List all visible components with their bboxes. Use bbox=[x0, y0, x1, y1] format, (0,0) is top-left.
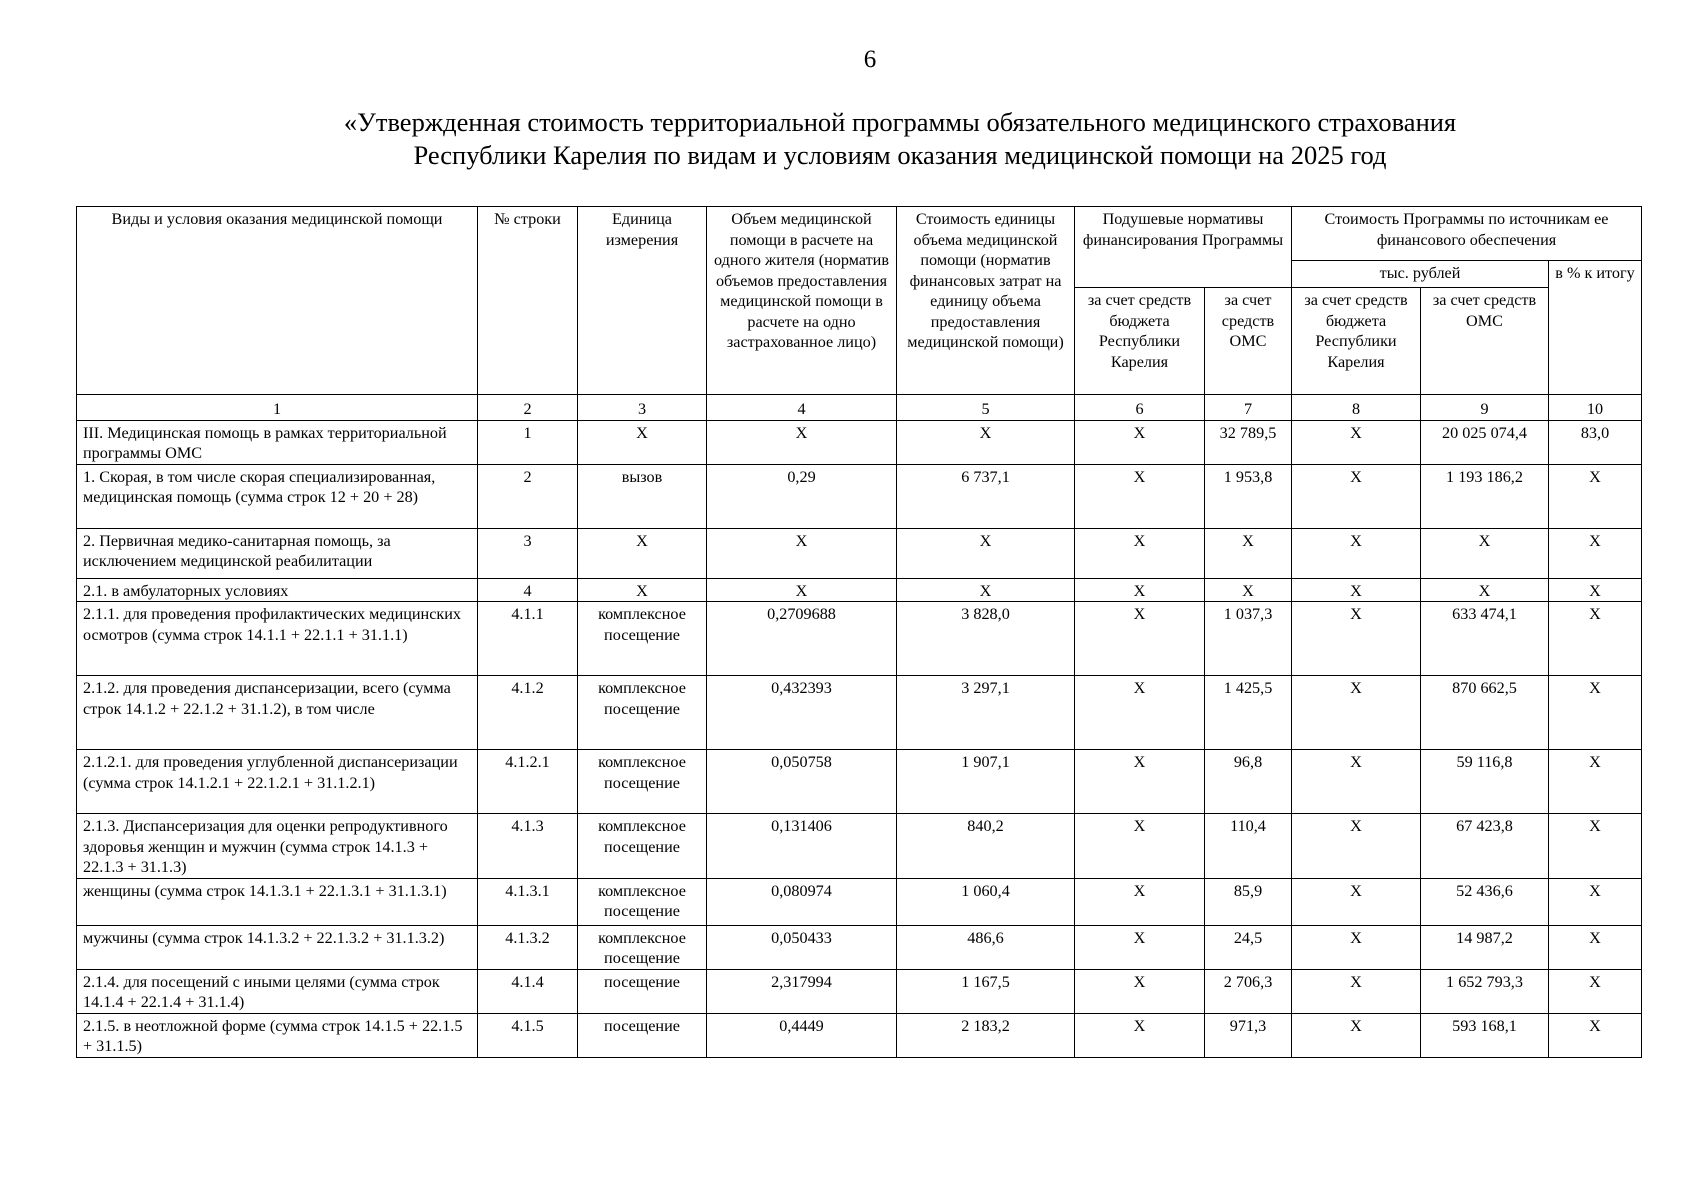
row-unit-cost: X bbox=[897, 420, 1075, 464]
row-cost-oms: 1 652 793,3 bbox=[1421, 969, 1549, 1013]
header-cost-group: Стоимость Программы по источникам ее финансового обеспечения bbox=[1292, 207, 1642, 261]
row-per-capita-oms: 2 706,3 bbox=[1205, 969, 1292, 1013]
row-per-capita-oms: 24,5 bbox=[1205, 925, 1292, 969]
table-row bbox=[77, 1013, 1642, 1057]
column-number: 9 bbox=[1421, 395, 1549, 421]
column-number: 3 bbox=[578, 395, 707, 421]
row-volume: X bbox=[707, 528, 897, 578]
row-cost-budget: X bbox=[1292, 578, 1421, 602]
row-cost-budget: X bbox=[1292, 925, 1421, 969]
header-percent-total: в % к итогу bbox=[1549, 261, 1642, 395]
row-cost-oms: 870 662,5 bbox=[1421, 676, 1549, 750]
table-row bbox=[77, 969, 1642, 1013]
row-unit: комплексное посещение bbox=[578, 750, 707, 814]
row-volume: X bbox=[707, 578, 897, 602]
row-line-number: 1 bbox=[478, 420, 578, 464]
row-cost-budget: X bbox=[1292, 420, 1421, 464]
column-number-row bbox=[77, 395, 1642, 421]
table-row bbox=[77, 464, 1642, 528]
row-per-capita-oms: 110,4 bbox=[1205, 814, 1292, 879]
table-body bbox=[77, 420, 1642, 1057]
column-number: 1 bbox=[77, 395, 478, 421]
row-volume: 0,131406 bbox=[707, 814, 897, 879]
row-cost-budget: X bbox=[1292, 878, 1421, 925]
row-cost-budget: X bbox=[1292, 528, 1421, 578]
row-unit-cost: 3 828,0 bbox=[897, 602, 1075, 676]
row-volume: 0,2709688 bbox=[707, 602, 897, 676]
row-percent: X bbox=[1549, 676, 1642, 750]
row-unit: посещение bbox=[578, 1013, 707, 1057]
row-per-capita-budget: X bbox=[1075, 464, 1205, 528]
row-per-capita-budget: X bbox=[1075, 925, 1205, 969]
row-name: 2.1. в амбулаторных условиях bbox=[77, 578, 478, 602]
row-line-number: 4.1.2.1 bbox=[478, 750, 578, 814]
row-line-number: 4.1.1 bbox=[478, 602, 578, 676]
row-unit: комплексное посещение bbox=[578, 602, 707, 676]
column-number: 8 bbox=[1292, 395, 1421, 421]
row-per-capita-oms: X bbox=[1205, 578, 1292, 602]
header-cost-oms: за счет средств ОМС bbox=[1421, 288, 1549, 395]
row-cost-oms: 593 168,1 bbox=[1421, 1013, 1549, 1057]
header-unit: Единица измерения bbox=[578, 207, 707, 395]
row-cost-oms: 59 116,8 bbox=[1421, 750, 1549, 814]
row-line-number: 4.1.5 bbox=[478, 1013, 578, 1057]
row-unit: комплексное посещение bbox=[578, 925, 707, 969]
row-per-capita-oms: 1 425,5 bbox=[1205, 676, 1292, 750]
row-per-capita-budget: X bbox=[1075, 528, 1205, 578]
title-line-1: «Утвержденная стоимость территориальной программы обязательного медицинского страхования bbox=[343, 107, 1457, 137]
row-percent: X bbox=[1549, 925, 1642, 969]
header-thousand-rub: тыс. рублей bbox=[1292, 261, 1549, 288]
row-percent: X bbox=[1549, 814, 1642, 879]
header-volume: Объем медицинской помощи в расчете на одного жителя (норматив объемов предоставления медицинской помощи в расчете на одно застрахованное лицо) bbox=[707, 207, 897, 395]
table-row bbox=[77, 750, 1642, 814]
table-header bbox=[77, 207, 1642, 421]
table-row bbox=[77, 925, 1642, 969]
row-cost-budget: X bbox=[1292, 1013, 1421, 1057]
row-cost-budget: X bbox=[1292, 464, 1421, 528]
row-name: женщины (сумма строк 14.1.3.1 + 22.1.3.1 + 31.1.3.1) bbox=[77, 878, 478, 925]
column-number: 5 bbox=[897, 395, 1075, 421]
header-unit-cost: Стоимость единицы объема медицинской помощи (норматив финансовых затрат на единицу объема предоставления медицинской помощи) bbox=[897, 207, 1075, 395]
row-unit: X bbox=[578, 578, 707, 602]
row-line-number: 2 bbox=[478, 464, 578, 528]
header-cost-budget: за счет средств бюджета Республики Карелия bbox=[1292, 288, 1421, 395]
column-number: 2 bbox=[478, 395, 578, 421]
row-name: III. Медицинская помощь в рамках территориальной программы ОМС bbox=[77, 420, 478, 464]
row-unit-cost: X bbox=[897, 578, 1075, 602]
row-cost-oms: X bbox=[1421, 578, 1549, 602]
row-per-capita-budget: X bbox=[1075, 878, 1205, 925]
row-per-capita-budget: X bbox=[1075, 750, 1205, 814]
row-name: 1. Скорая, в том числе скорая специализированная, медицинская помощь (сумма строк 12 + 20 + 28) bbox=[77, 464, 478, 528]
row-per-capita-oms: 1 953,8 bbox=[1205, 464, 1292, 528]
row-per-capita-oms: 85,9 bbox=[1205, 878, 1292, 925]
row-name: 2. Первичная медико-санитарная помощь, за исключением медицинской реабилитации bbox=[77, 528, 478, 578]
row-unit-cost: 1 167,5 bbox=[897, 969, 1075, 1013]
row-volume: 0,050433 bbox=[707, 925, 897, 969]
row-name: 2.1.3. Диспансеризация для оценки репродуктивного здоровья женщин и мужчин (сумма строк 14.1.3 + 22.1.3 + 31.1.3) bbox=[77, 814, 478, 879]
row-per-capita-oms: 32 789,5 bbox=[1205, 420, 1292, 464]
row-cost-budget: X bbox=[1292, 676, 1421, 750]
row-cost-oms: 1 193 186,2 bbox=[1421, 464, 1549, 528]
row-line-number: 4.1.4 bbox=[478, 969, 578, 1013]
row-per-capita-oms: 96,8 bbox=[1205, 750, 1292, 814]
row-line-number: 4.1.3.2 bbox=[478, 925, 578, 969]
row-percent: X bbox=[1549, 1013, 1642, 1057]
row-line-number: 4.1.3 bbox=[478, 814, 578, 879]
table-row bbox=[77, 420, 1642, 464]
row-line-number: 4.1.3.1 bbox=[478, 878, 578, 925]
table-row bbox=[77, 528, 1642, 578]
row-unit-cost: X bbox=[897, 528, 1075, 578]
row-per-capita-oms: X bbox=[1205, 528, 1292, 578]
row-unit: комплексное посещение bbox=[578, 814, 707, 879]
row-per-capita-oms: 1 037,3 bbox=[1205, 602, 1292, 676]
row-cost-budget: X bbox=[1292, 750, 1421, 814]
row-per-capita-budget: X bbox=[1075, 676, 1205, 750]
row-name: 2.1.5. в неотложной форме (сумма строк 14.1.5 + 22.1.5 + 31.1.5) bbox=[77, 1013, 478, 1057]
header-care-types: Виды и условия оказания медицинской помощи bbox=[77, 207, 478, 395]
row-percent: 83,0 bbox=[1549, 420, 1642, 464]
header-per-capita-budget: за счет средств бюджета Республики Карелия bbox=[1075, 288, 1205, 395]
column-number: 4 bbox=[707, 395, 897, 421]
row-name: 2.1.2.1. для проведения углубленной диспансеризации (сумма строк 14.1.2.1 + 22.1.2.1 + 31.1.2.1) bbox=[77, 750, 478, 814]
row-volume: X bbox=[707, 420, 897, 464]
row-percent: X bbox=[1549, 602, 1642, 676]
table-row bbox=[77, 814, 1642, 879]
row-per-capita-budget: X bbox=[1075, 578, 1205, 602]
row-percent: X bbox=[1549, 878, 1642, 925]
row-line-number: 4.1.2 bbox=[478, 676, 578, 750]
row-name: 2.1.2. для проведения диспансеризации, всего (сумма строк 14.1.2 + 22.1.2 + 31.1.2), в том числе bbox=[77, 676, 478, 750]
row-per-capita-budget: X bbox=[1075, 814, 1205, 879]
row-cost-oms: 20 025 074,4 bbox=[1421, 420, 1549, 464]
column-number: 10 bbox=[1549, 395, 1642, 421]
row-cost-budget: X bbox=[1292, 814, 1421, 879]
row-per-capita-oms: 971,3 bbox=[1205, 1013, 1292, 1057]
title-line-2: Республики Карелия по видам и условиям оказания медицинской помощи на 2025 год bbox=[413, 140, 1387, 170]
document-title bbox=[0, 106, 1697, 172]
row-unit-cost: 6 737,1 bbox=[897, 464, 1075, 528]
table-row bbox=[77, 602, 1642, 676]
row-percent: X bbox=[1549, 578, 1642, 602]
row-unit: посещение bbox=[578, 969, 707, 1013]
table-row bbox=[77, 878, 1642, 925]
row-unit-cost: 1 907,1 bbox=[897, 750, 1075, 814]
row-percent: X bbox=[1549, 750, 1642, 814]
column-number: 7 bbox=[1205, 395, 1292, 421]
row-line-number: 3 bbox=[478, 528, 578, 578]
row-unit-cost: 2 183,2 bbox=[897, 1013, 1075, 1057]
row-unit-cost: 486,6 bbox=[897, 925, 1075, 969]
row-cost-budget: X bbox=[1292, 602, 1421, 676]
row-cost-budget: X bbox=[1292, 969, 1421, 1013]
row-unit-cost: 1 060,4 bbox=[897, 878, 1075, 925]
row-unit: комплексное посещение bbox=[578, 676, 707, 750]
row-unit: комплексное посещение bbox=[578, 878, 707, 925]
table-row bbox=[77, 676, 1642, 750]
row-name: 2.1.4. для посещений с иными целями (сумма строк 14.1.4 + 22.1.4 + 31.1.4) bbox=[77, 969, 478, 1013]
table-row bbox=[77, 578, 1642, 602]
row-name: 2.1.1. для проведения профилактических медицинских осмотров (сумма строк 14.1.1 + 22.1.1 + 31.1.1) bbox=[77, 602, 478, 676]
page-number: 6 bbox=[863, 46, 877, 73]
row-cost-oms: 633 474,1 bbox=[1421, 602, 1549, 676]
row-cost-oms: 67 423,8 bbox=[1421, 814, 1549, 879]
row-percent: X bbox=[1549, 528, 1642, 578]
row-unit: X bbox=[578, 420, 707, 464]
row-volume: 0,4449 bbox=[707, 1013, 897, 1057]
row-unit: X bbox=[578, 528, 707, 578]
row-cost-oms: 14 987,2 bbox=[1421, 925, 1549, 969]
row-unit-cost: 840,2 bbox=[897, 814, 1075, 879]
row-volume: 0,432393 bbox=[707, 676, 897, 750]
row-percent: X bbox=[1549, 464, 1642, 528]
row-percent: X bbox=[1549, 969, 1642, 1013]
row-line-number: 4 bbox=[478, 578, 578, 602]
row-per-capita-budget: X bbox=[1075, 1013, 1205, 1057]
row-volume: 2,317994 bbox=[707, 969, 897, 1013]
row-volume: 0,29 bbox=[707, 464, 897, 528]
row-cost-oms: X bbox=[1421, 528, 1549, 578]
row-per-capita-budget: X bbox=[1075, 602, 1205, 676]
row-unit-cost: 3 297,1 bbox=[897, 676, 1075, 750]
row-per-capita-budget: X bbox=[1075, 420, 1205, 464]
row-volume: 0,050758 bbox=[707, 750, 897, 814]
row-volume: 0,080974 bbox=[707, 878, 897, 925]
column-number: 6 bbox=[1075, 395, 1205, 421]
row-name: мужчины (сумма строк 14.1.3.2 + 22.1.3.2 + 31.1.3.2) bbox=[77, 925, 478, 969]
row-cost-oms: 52 436,6 bbox=[1421, 878, 1549, 925]
header-per-capita-group: Подушевые нормативы финансирования Программы bbox=[1075, 207, 1292, 288]
program-cost-table bbox=[76, 206, 1642, 1058]
row-unit: вызов bbox=[578, 464, 707, 528]
row-per-capita-budget: X bbox=[1075, 969, 1205, 1013]
header-line-number: № строки bbox=[478, 207, 578, 395]
header-per-capita-oms: за счет средств ОМС bbox=[1205, 288, 1292, 395]
